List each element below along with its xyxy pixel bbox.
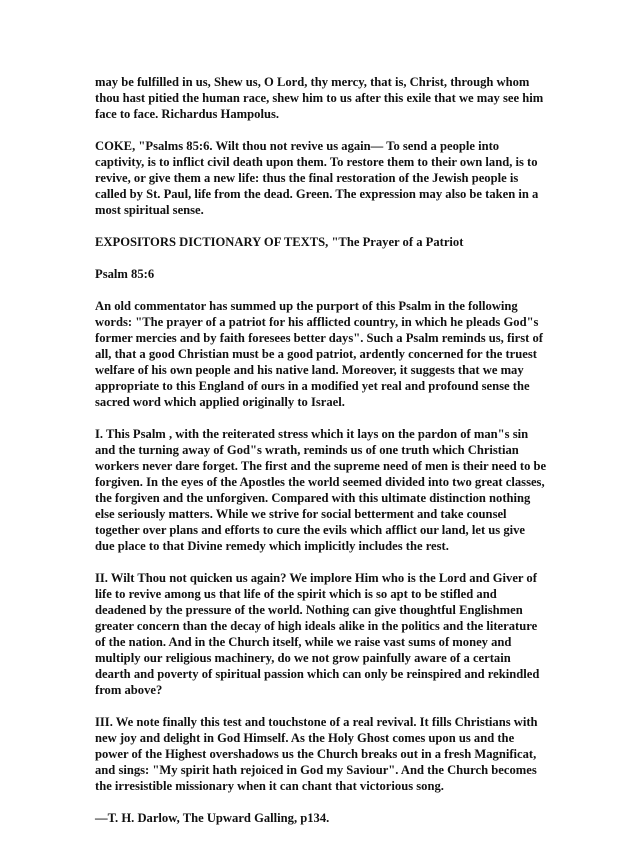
text-line: workers never dare forget. The first and the supreme need of men is their need to be: [95, 459, 547, 473]
text-line: An old commentator has summed up the purport of this Psalm in the following: [95, 299, 518, 313]
text-line: and the turning away of God"s wrath, reminds us of one truth which Christian: [95, 443, 519, 457]
text-line: —T. H. Darlow, The Upward Galling, p134.: [95, 811, 330, 825]
text-line: COKE, "Psalms 85:6. Wilt thou not revive us again— To send a people into: [95, 139, 500, 153]
text-line: words: "The prayer of a patriot for his afflicted country, in which he pleads God"s: [95, 315, 539, 329]
text-line: may be fulfilled in us, Shew us, O Lord, thy mercy, that is, Christ, through whom: [95, 75, 530, 89]
text-line: life to revive among us that life of the spirit which is so apt to be stifled and: [95, 587, 497, 601]
text-line: the forgiven and the unforgiven. Compared with this ultimate distinction nothing: [95, 491, 531, 505]
text-line: former mercies and by faith foresees better days". Such a Psalm reminds us, first of: [95, 331, 543, 345]
paragraph: [95, 426, 547, 554]
text-line: multiply our religious machinery, do we not grow painfully aware of a certain: [95, 651, 511, 665]
text-line: welfare of his own people and his native land. Moreover, it suggests that we may: [95, 363, 524, 377]
paragraph: [95, 138, 547, 218]
text-line: appropriate to this England of ours in a modified yet real and profound sense the: [95, 379, 530, 393]
text-line: from above?: [95, 683, 163, 697]
text-line: due place to that Divine remedy which implicitly includes the rest.: [95, 539, 449, 553]
paragraph: [95, 810, 547, 826]
text-line: greater concern than the decay of high ideals alike in the politics and the literature: [95, 619, 538, 633]
text-line: EXPOSITORS DICTIONARY OF TEXTS, "The Prayer of a Patriot: [95, 235, 464, 249]
paragraph: [95, 74, 547, 122]
text-line: all, that a good Christian must be a good patriot, ardently concerned for the truest: [95, 347, 537, 361]
text-line: captivity, is to inflict civil death upon them. To restore them to their own land, is to: [95, 155, 538, 169]
text-line: new joy and delight in God Himself. As the Holy Ghost comes upon us and the: [95, 731, 515, 745]
text-line: III. We note finally this test and touchstone of a real revival. It fills Christians with: [95, 715, 538, 729]
text-line: deadened by the pressure of the world. Nothing can give thoughtful Englishmen: [95, 603, 523, 617]
text-line: else seriously matters. While we strive for social betterment and take counsel: [95, 507, 507, 521]
text-line: together over plans and efforts to cure the evils which afflict our land, let us give: [95, 523, 526, 537]
paragraph: [95, 298, 547, 410]
paragraph: [95, 570, 547, 698]
text-line: sacred word which applied originally to Israel.: [95, 395, 345, 409]
text-line: Psalm 85:6: [95, 267, 155, 281]
text-line: and sings: "My spirit hath rejoiced in God my Saviour". And the Church becomes: [95, 763, 537, 777]
text-line: most spiritual sense.: [95, 203, 204, 217]
text-line: called by St. Paul, life from the dead. Green. The expression may also be taken in a: [95, 187, 539, 201]
text-line: face to face. Richardus Hampolus.: [95, 107, 279, 121]
text-line: power of the Highest overshadows us the Church breaks out in a fresh Magnificat,: [95, 747, 537, 761]
text-line: II. Wilt Thou not quicken us again? We implore Him who is the Lord and Giver of: [95, 571, 537, 585]
text-line: thou hast pitied the human race, shew him to us after this exile that we may see him: [95, 91, 544, 105]
text-line: revive, or give them a new life: thus the final restoration of the Jewish people is: [95, 171, 519, 185]
text-line: dearth and poverty of spiritual passion which can only be reinspired and rekindled: [95, 667, 540, 681]
document-body: [95, 74, 547, 842]
paragraph: [95, 234, 547, 250]
text-line: forgiven. In the eyes of the Apostles the world seemed divided into two great classes,: [95, 475, 545, 489]
text-line: the irresistible missionary when it can chant that victorious song.: [95, 779, 444, 793]
paragraph: [95, 714, 547, 794]
paragraph: [95, 266, 547, 282]
text-line: I. This Psalm , with the reiterated stress which it lays on the pardon of man"s sin: [95, 427, 529, 441]
text-line: of the nation. And in the Church itself, while we raise vast sums of money and: [95, 635, 512, 649]
